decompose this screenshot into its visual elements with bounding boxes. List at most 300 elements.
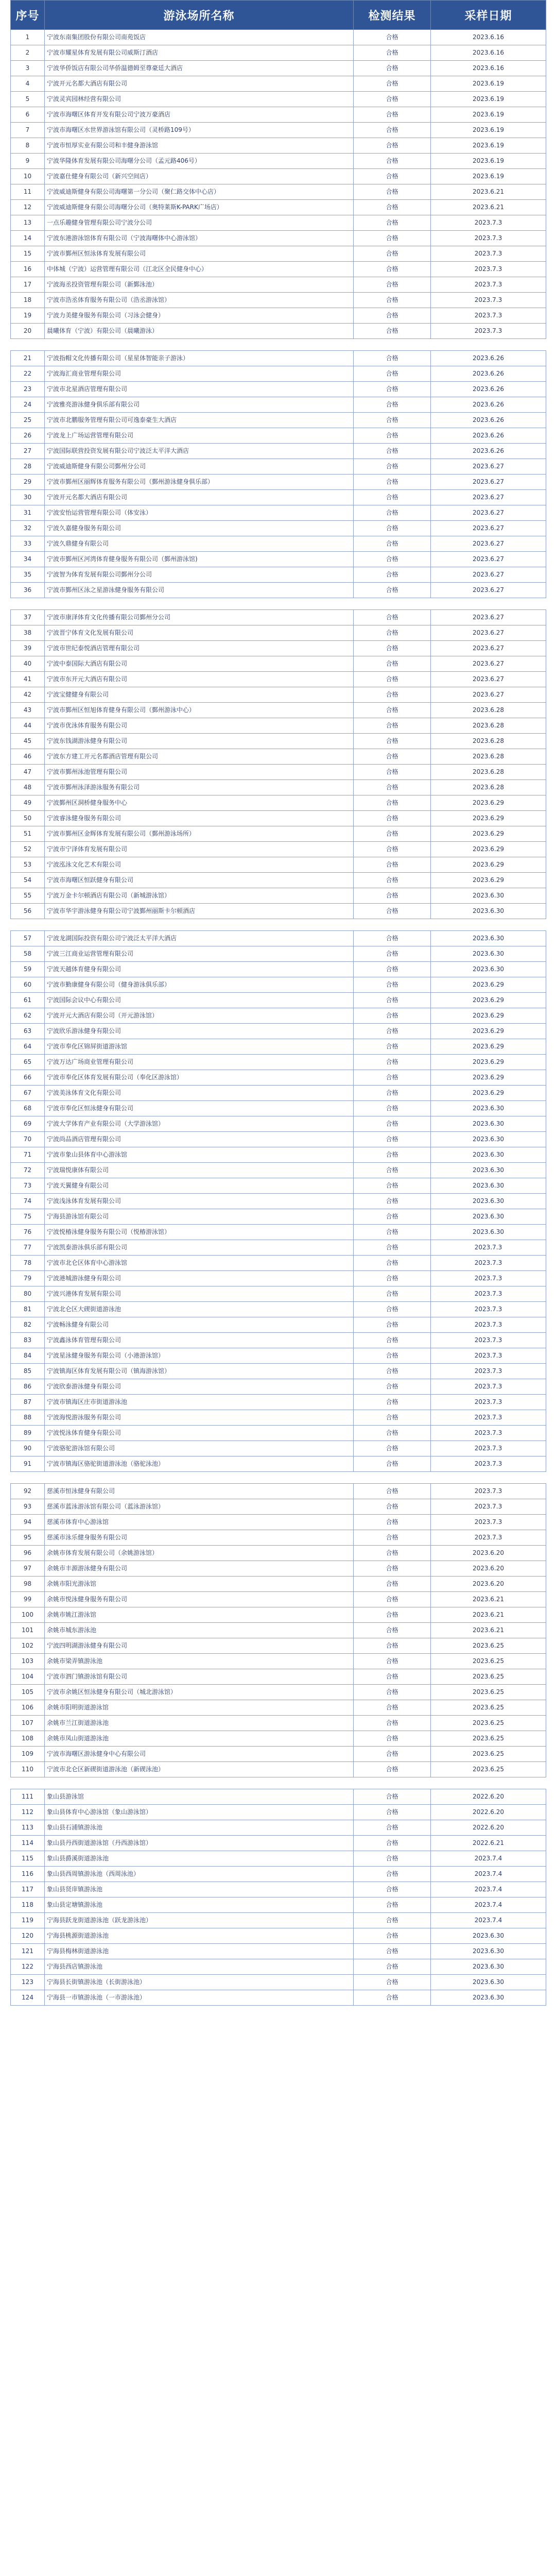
row-number: 72: [11, 1163, 45, 1178]
row-number: 77: [11, 1240, 45, 1256]
sampling-date: 2023.7.4: [431, 1913, 546, 1928]
row-number: 32: [11, 521, 45, 536]
test-result: 合格: [354, 1271, 431, 1286]
table-row: [11, 1271, 546, 1286]
sampling-date: 2023.6.29: [431, 1086, 546, 1101]
table-row: [11, 61, 546, 76]
table-row: [11, 857, 546, 873]
table-row: [11, 444, 546, 459]
table-row: [11, 1897, 546, 1913]
test-result: 合格: [354, 1484, 431, 1499]
row-number: 82: [11, 1317, 45, 1333]
header-no: 序号: [11, 1, 45, 30]
venue-name: 宁波浅泳体育发展有限公司: [45, 1194, 354, 1209]
row-number: 49: [11, 795, 45, 811]
row-number: 12: [11, 200, 45, 215]
sampling-date: 2023.6.26: [431, 397, 546, 413]
test-result: 合格: [354, 1395, 431, 1410]
test-result: 合格: [354, 413, 431, 428]
venue-name: 宁波宝健健身有限公司: [45, 687, 354, 703]
row-number: 60: [11, 977, 45, 993]
sampling-date: 2023.6.27: [431, 672, 546, 687]
venue-name: 宁波市奉化区体育发展有限公司（奉化区游泳馆）: [45, 1070, 354, 1086]
venue-name: 宁波市鄞州区丽辉体育服务有限公司（鄞州游泳健身俱乐部）: [45, 474, 354, 490]
test-result: 合格: [354, 215, 431, 231]
test-result: 合格: [354, 1836, 431, 1851]
test-result: 合格: [354, 428, 431, 444]
row-number: 123: [11, 1975, 45, 1990]
sampling-date: 2023.7.3: [431, 1286, 546, 1302]
row-number: 25: [11, 413, 45, 428]
row-number: 87: [11, 1395, 45, 1410]
sampling-date: 2023.6.30: [431, 1147, 546, 1163]
table-row: [11, 1086, 546, 1101]
test-result: 合格: [354, 1820, 431, 1836]
test-result: 合格: [354, 138, 431, 154]
sampling-date: 2023.7.3: [431, 1456, 546, 1472]
table-row: [11, 946, 546, 962]
venue-name: 宁波威迪斯健身有限公司鄞州分公司: [45, 459, 354, 474]
row-number: 119: [11, 1913, 45, 1928]
table-row: [11, 351, 546, 366]
sampling-date: 2023.7.3: [431, 1395, 546, 1410]
sampling-date: 2023.6.25: [431, 1700, 546, 1716]
venue-name: 象山县体育中心游泳馆（象山游泳馆）: [45, 1805, 354, 1820]
sampling-date: 2023.7.4: [431, 1851, 546, 1867]
row-number: 121: [11, 1944, 45, 1959]
test-result: 合格: [354, 459, 431, 474]
table-row: [11, 1700, 546, 1716]
table-row: [11, 474, 546, 490]
row-number: 17: [11, 277, 45, 293]
venue-name: 宁波嘉仕健身有限公司（新兴空间店）: [45, 169, 354, 184]
table-row: [11, 625, 546, 641]
venue-name: 宁波晋宁体育文化发展有限公司: [45, 625, 354, 641]
row-number: 62: [11, 1008, 45, 1024]
group-separator: [11, 1472, 546, 1484]
sampling-date: 2023.6.30: [431, 1959, 546, 1975]
sampling-date: 2023.6.19: [431, 123, 546, 138]
sampling-date: 2023.7.3: [431, 1271, 546, 1286]
table-row: [11, 505, 546, 521]
table-row: [11, 873, 546, 888]
sampling-date: 2023.6.19: [431, 92, 546, 107]
row-number: 70: [11, 1132, 45, 1147]
table-row: [11, 749, 546, 765]
table-row: [11, 169, 546, 184]
row-number: 5: [11, 92, 45, 107]
row-number: 34: [11, 552, 45, 567]
table-row: [11, 308, 546, 324]
row-number: 117: [11, 1882, 45, 1897]
sampling-date: 2023.6.30: [431, 1928, 546, 1944]
sampling-date: 2023.6.28: [431, 749, 546, 765]
table-row: [11, 1499, 546, 1515]
table-row: [11, 977, 546, 993]
table-row: [11, 1747, 546, 1762]
table-row: [11, 552, 546, 567]
venue-name: 象山县石浦镇游泳池: [45, 1820, 354, 1836]
venue-name: 宁波市北仑区体育中心游泳馆: [45, 1256, 354, 1271]
sampling-date: 2023.6.27: [431, 490, 546, 505]
row-number: 21: [11, 351, 45, 366]
table-row: [11, 1364, 546, 1379]
sampling-date: 2023.6.29: [431, 993, 546, 1008]
table-row: [11, 1456, 546, 1472]
sampling-date: 2023.6.28: [431, 780, 546, 795]
table-row: [11, 246, 546, 262]
sampling-date: 2023.6.27: [431, 459, 546, 474]
table-row: [11, 1836, 546, 1851]
row-number: 15: [11, 246, 45, 262]
venue-name: 宁波市鄞州泳池管理有限公司: [45, 765, 354, 780]
test-result: 合格: [354, 1592, 431, 1607]
venue-name: 宁波北仑区大碶街道游泳池: [45, 1302, 354, 1317]
row-number: 103: [11, 1654, 45, 1669]
table-row: [11, 811, 546, 826]
table-row: [11, 672, 546, 687]
venue-name: 宁波海悦游泳服务有限公司: [45, 1410, 354, 1426]
table-row: [11, 1163, 546, 1178]
sampling-date: 2023.6.30: [431, 1990, 546, 2006]
row-number: 19: [11, 308, 45, 324]
test-result: 合格: [354, 1499, 431, 1515]
sampling-date: 2023.6.30: [431, 1163, 546, 1178]
row-number: 20: [11, 324, 45, 339]
sampling-date: 2023.6.21: [431, 1623, 546, 1638]
venue-name: 宁波市优泳体育服务有限公司: [45, 718, 354, 734]
test-result: 合格: [354, 351, 431, 366]
separator-cell: [11, 339, 546, 351]
sampling-date: 2023.7.3: [431, 1348, 546, 1364]
row-number: 50: [11, 811, 45, 826]
sampling-date: 2023.6.30: [431, 946, 546, 962]
test-result: 合格: [354, 474, 431, 490]
venue-name: 宁波市奉化区锦屏街道游泳馆: [45, 1039, 354, 1055]
venue-name: 宁波雅亮游泳健身俱乐部有限公司: [45, 397, 354, 413]
venue-name: 宁海县游泳馆有限公司: [45, 1209, 354, 1225]
venue-name: 余姚市体育发展有限公司（余姚游泳馆）: [45, 1546, 354, 1561]
table-row: [11, 583, 546, 598]
table-row: [11, 45, 546, 61]
row-number: 71: [11, 1147, 45, 1163]
test-result: 合格: [354, 1685, 431, 1700]
test-result: 合格: [354, 1867, 431, 1882]
sampling-date: 2023.6.27: [431, 625, 546, 641]
row-number: 40: [11, 656, 45, 672]
row-number: 116: [11, 1867, 45, 1882]
table-row: [11, 1851, 546, 1867]
table-row: [11, 215, 546, 231]
test-result: 合格: [354, 656, 431, 672]
test-result: 合格: [354, 1944, 431, 1959]
venue-name: 宁波国际会议中心有限公司: [45, 993, 354, 1008]
test-result: 合格: [354, 672, 431, 687]
test-result: 合格: [354, 873, 431, 888]
venue-name: 宁海县梅林街道游泳池: [45, 1944, 354, 1959]
venue-name: 宁波港城游泳健身有限公司: [45, 1271, 354, 1286]
test-result: 合格: [354, 842, 431, 857]
table-row: [11, 703, 546, 718]
test-result: 合格: [354, 382, 431, 397]
sampling-date: 2023.7.4: [431, 1897, 546, 1913]
sampling-date: 2023.6.27: [431, 552, 546, 567]
sampling-date: 2023.7.3: [431, 1333, 546, 1348]
sampling-date: 2023.7.3: [431, 262, 546, 277]
venue-name: 宁波威迪斯健身有限公司海曙分公司（奥特莱斯K-PARK广场店）: [45, 200, 354, 215]
table-row: [11, 1731, 546, 1747]
table-row: [11, 1638, 546, 1654]
sampling-date: 2023.6.25: [431, 1747, 546, 1762]
sampling-date: 2023.6.16: [431, 61, 546, 76]
table-row: [11, 1008, 546, 1024]
sampling-date: 2023.7.3: [431, 1240, 546, 1256]
venue-name: 象山县贤庠镇游泳池: [45, 1882, 354, 1897]
sampling-date: 2023.6.28: [431, 734, 546, 749]
table-row: [11, 962, 546, 977]
test-result: 合格: [354, 718, 431, 734]
sampling-date: 2023.6.29: [431, 1039, 546, 1055]
venue-name: 象山县爵溪街道游泳池: [45, 1851, 354, 1867]
sampling-date: 2023.6.29: [431, 826, 546, 842]
venue-name: 慈溪市体育中心游泳馆: [45, 1515, 354, 1530]
row-number: 91: [11, 1456, 45, 1472]
row-number: 33: [11, 536, 45, 552]
sampling-date: 2023.6.27: [431, 610, 546, 625]
test-result: 合格: [354, 277, 431, 293]
separator-cell: [11, 598, 546, 610]
table-row: [11, 1669, 546, 1685]
header-name: 游泳场所名称: [45, 1, 354, 30]
sampling-date: 2023.6.25: [431, 1654, 546, 1669]
row-number: 68: [11, 1101, 45, 1116]
row-number: 118: [11, 1897, 45, 1913]
sampling-date: 2022.6.20: [431, 1820, 546, 1836]
table-row: [11, 1348, 546, 1364]
row-number: 93: [11, 1499, 45, 1515]
table-row: [11, 1395, 546, 1410]
sampling-date: 2023.6.30: [431, 1178, 546, 1194]
row-number: 35: [11, 567, 45, 583]
table-row: [11, 718, 546, 734]
sampling-date: 2023.6.26: [431, 413, 546, 428]
sampling-date: 2023.7.3: [431, 1426, 546, 1441]
table-header: [11, 1, 546, 30]
row-number: 106: [11, 1700, 45, 1716]
row-number: 48: [11, 780, 45, 795]
table-row: [11, 888, 546, 904]
venue-name: 宁波市象山县体育中心游泳馆: [45, 1147, 354, 1163]
table-row: [11, 76, 546, 92]
sampling-date: 2023.6.29: [431, 1008, 546, 1024]
venue-name: 宁波骆驼游泳馆有限公司: [45, 1441, 354, 1456]
sampling-date: 2023.6.29: [431, 811, 546, 826]
test-result: 合格: [354, 1240, 431, 1256]
test-result: 合格: [354, 1410, 431, 1426]
venue-name: 宁波开元大酒店有限公司（开元游泳馆）: [45, 1008, 354, 1024]
sampling-date: 2023.6.27: [431, 583, 546, 598]
venue-name: 宁波东南集团股份有限公司南苑饭店: [45, 30, 354, 45]
test-result: 合格: [354, 123, 431, 138]
row-number: 3: [11, 61, 45, 76]
venue-name: 余姚市悦泳健身服务有限公司: [45, 1592, 354, 1607]
test-result: 合格: [354, 1789, 431, 1805]
row-number: 56: [11, 904, 45, 919]
table-row: [11, 567, 546, 583]
test-result: 合格: [354, 536, 431, 552]
venue-name: 晨曦体育（宁波）有限公司（晨曦游泳）: [45, 324, 354, 339]
row-number: 113: [11, 1820, 45, 1836]
row-number: 114: [11, 1836, 45, 1851]
row-number: 41: [11, 672, 45, 687]
venue-name: 宁波市耀星体育发展有限公司威斯汀酒店: [45, 45, 354, 61]
sampling-date: 2023.7.3: [431, 1499, 546, 1515]
table-row: [11, 1024, 546, 1039]
row-number: 54: [11, 873, 45, 888]
row-number: 1: [11, 30, 45, 45]
test-result: 合格: [354, 1716, 431, 1731]
table-row: [11, 107, 546, 123]
table-row: [11, 1592, 546, 1607]
table-row: [11, 780, 546, 795]
venue-name: 宁波市北仑区新碶街道游泳池（新碶泳池）: [45, 1762, 354, 1777]
table-row: [11, 1039, 546, 1055]
table-row: [11, 459, 546, 474]
row-number: 13: [11, 215, 45, 231]
venue-name: 宁波智为体育发展有限公司鄞州分公司: [45, 567, 354, 583]
venue-name: 宁波市东开元大酒店有限公司: [45, 672, 354, 687]
header-date: 采样日期: [431, 1, 546, 30]
sampling-date: 2023.7.3: [431, 1317, 546, 1333]
test-result: 合格: [354, 1851, 431, 1867]
venue-name: 宁波东港游泳馆体育有限公司（宁波海曙体中心游泳馆）: [45, 231, 354, 246]
sampling-date: 2023.6.19: [431, 169, 546, 184]
venue-name: 宁波安怡运营管理有限公司（体安泳）: [45, 505, 354, 521]
row-number: 108: [11, 1731, 45, 1747]
venue-name: 宁波睿泳健身服务有限公司: [45, 811, 354, 826]
table-row: [11, 1975, 546, 1990]
sampling-date: 2023.7.3: [431, 1379, 546, 1395]
row-number: 51: [11, 826, 45, 842]
table-row: [11, 1178, 546, 1194]
test-result: 合格: [354, 1654, 431, 1669]
sampling-date: 2023.7.3: [431, 293, 546, 308]
sampling-date: 2023.6.28: [431, 703, 546, 718]
table-row: [11, 1685, 546, 1700]
row-number: 57: [11, 931, 45, 946]
test-result: 合格: [354, 1913, 431, 1928]
venue-name: 宁波指帽文化传播有限公司（星星体智能亲子游泳）: [45, 351, 354, 366]
table-row: [11, 1101, 546, 1116]
sampling-date: 2023.6.27: [431, 536, 546, 552]
sampling-date: 2023.7.3: [431, 324, 546, 339]
row-number: 11: [11, 184, 45, 200]
venue-name: 宁波兴港体育发展有限公司: [45, 1286, 354, 1302]
sampling-date: 2023.6.28: [431, 718, 546, 734]
venue-name: 宁波市鄞州区河湾体育健身服务有限公司（鄞州游泳馆): [45, 552, 354, 567]
sampling-date: 2023.6.27: [431, 641, 546, 656]
venue-name: 宁波凯泰游泳俱乐部有限公司: [45, 1240, 354, 1256]
sampling-date: 2023.7.3: [431, 1515, 546, 1530]
table-row: [11, 656, 546, 672]
test-result: 合格: [354, 1731, 431, 1747]
row-number: 122: [11, 1959, 45, 1975]
row-number: 105: [11, 1685, 45, 1700]
table-row: [11, 382, 546, 397]
venue-name: 宁波天越体育健身有限公司: [45, 962, 354, 977]
venue-name: 宁海县长街镇游泳池（长街游泳池）: [45, 1975, 354, 1990]
test-result: 合格: [354, 1577, 431, 1592]
test-result: 合格: [354, 1882, 431, 1897]
sampling-date: 2023.6.29: [431, 1024, 546, 1039]
sampling-date: 2023.6.30: [431, 1116, 546, 1132]
row-number: 99: [11, 1592, 45, 1607]
sampling-date: 2023.6.27: [431, 505, 546, 521]
table-row: [11, 1302, 546, 1317]
row-number: 29: [11, 474, 45, 490]
table-row: [11, 1607, 546, 1623]
sampling-date: 2023.6.29: [431, 1055, 546, 1070]
table-row: [11, 1256, 546, 1271]
header-result: 检测结果: [354, 1, 431, 30]
table-row: [11, 1132, 546, 1147]
venue-name: 余姚市丰源游泳健身有限公司: [45, 1561, 354, 1577]
row-number: 8: [11, 138, 45, 154]
venue-name: 象山县定塘镇游泳池: [45, 1897, 354, 1913]
test-result: 合格: [354, 931, 431, 946]
test-result: 合格: [354, 1302, 431, 1317]
table-row: [11, 1654, 546, 1669]
venue-name: 宁波市世纪泰悦酒店管理有限公司: [45, 641, 354, 656]
test-result: 合格: [354, 625, 431, 641]
test-result: 合格: [354, 703, 431, 718]
sampling-date: 2023.6.30: [431, 1194, 546, 1209]
test-result: 合格: [354, 1959, 431, 1975]
row-number: 75: [11, 1209, 45, 1225]
test-result: 合格: [354, 1762, 431, 1777]
test-result: 合格: [354, 1116, 431, 1132]
venue-name: 宁波三江商业运营管理有限公司: [45, 946, 354, 962]
table-row: [11, 931, 546, 946]
test-result: 合格: [354, 946, 431, 962]
table-row: [11, 1530, 546, 1546]
venue-name: 宁波华隆体育发展有限公司海曙分公司（孟元路406号）: [45, 154, 354, 169]
table-row: [11, 1959, 546, 1975]
row-number: 83: [11, 1333, 45, 1348]
venue-name: 中体城（宁波）运营管理有限公司（江北区全民健身中心）: [45, 262, 354, 277]
table-row: [11, 1882, 546, 1897]
test-result: 合格: [354, 1225, 431, 1240]
test-result: 合格: [354, 107, 431, 123]
table-row: [11, 1055, 546, 1070]
sampling-date: 2023.7.4: [431, 1882, 546, 1897]
venue-name: 余姚市兰江街道游泳池: [45, 1716, 354, 1731]
row-number: 76: [11, 1225, 45, 1240]
sampling-date: 2022.6.20: [431, 1789, 546, 1805]
venue-name: 宁波市北鹏服务管理有限公司可逸泰豪生大酒店: [45, 413, 354, 428]
venue-name: 宁波市宁泽体育发展有限公司: [45, 842, 354, 857]
table-body: [11, 30, 546, 2006]
row-number: 67: [11, 1086, 45, 1101]
row-number: 100: [11, 1607, 45, 1623]
sampling-date: 2023.6.25: [431, 1638, 546, 1654]
test-result: 合格: [354, 1194, 431, 1209]
table-row: [11, 1944, 546, 1959]
row-number: 14: [11, 231, 45, 246]
test-result: 合格: [354, 262, 431, 277]
test-result: 合格: [354, 1132, 431, 1147]
test-result: 合格: [354, 888, 431, 904]
